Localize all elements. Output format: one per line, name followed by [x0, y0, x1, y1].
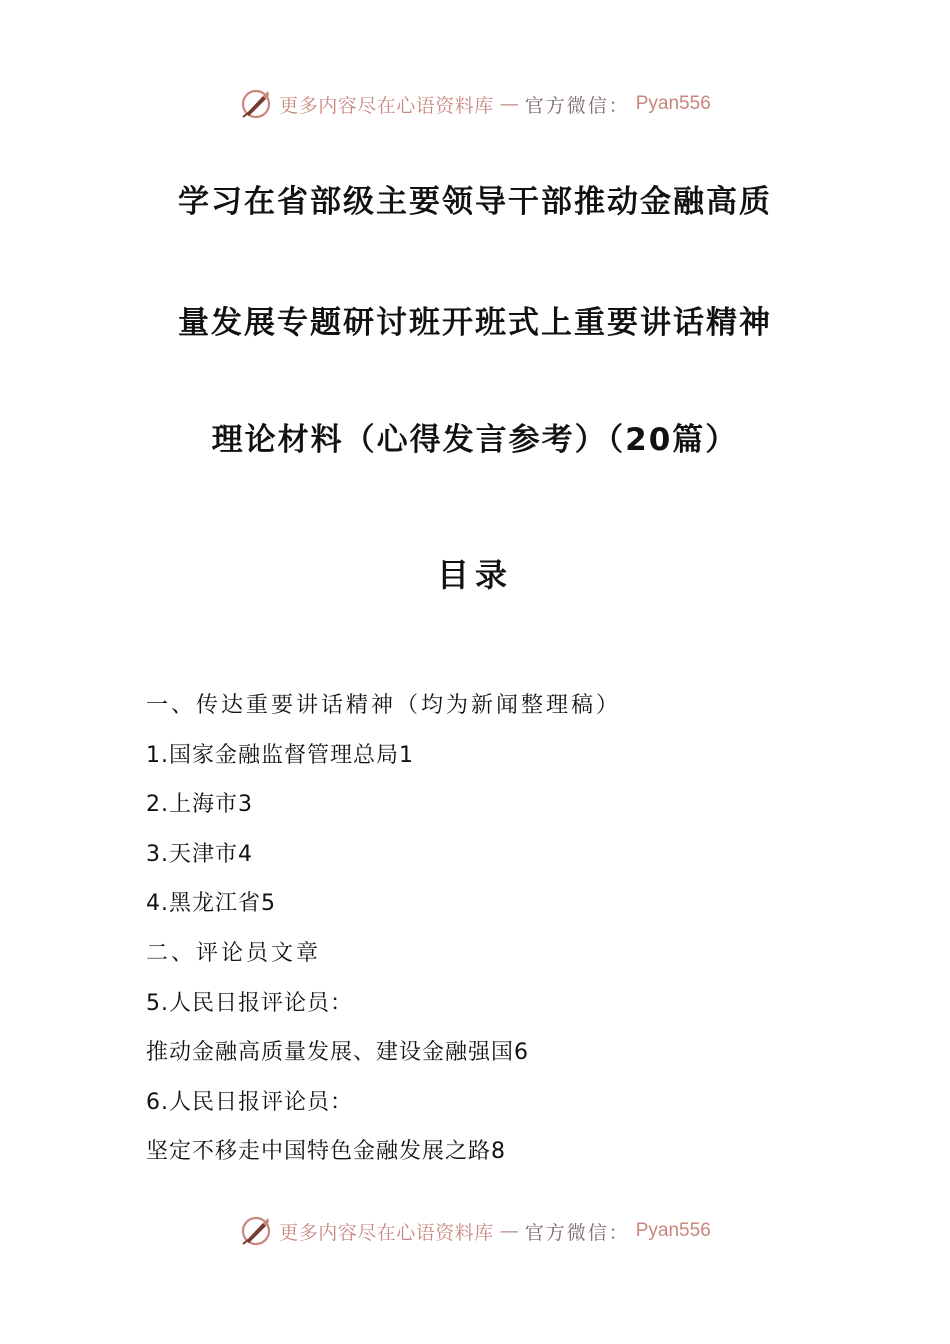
watermark-official-label: 官方微信： [524, 1221, 630, 1244]
watermark-official-label: 官方微信： [524, 94, 630, 117]
quill-pen-logo-icon [239, 87, 273, 121]
toc-entry: 5.人民日报评论员： [146, 990, 353, 1016]
toc-entry: 6.人民日报评论员： [146, 1089, 353, 1115]
watermark-wechat-id: Pyan556 [635, 93, 711, 114]
toc-entry: 4.黑龙江省5 [146, 891, 276, 917]
watermark-site-text: 更多内容尽在心语资料库 [279, 94, 494, 117]
quill-pen-logo-icon [239, 1214, 273, 1248]
toc-section-heading: 二、评论员文章 [146, 940, 322, 966]
document-title-line-3: 理论材料（心得发言参考）（20篇） [211, 422, 739, 458]
watermark-separator: — [499, 1220, 519, 1242]
toc-entry: 坚定不移走中国特色金融发展之路8 [146, 1139, 506, 1165]
watermark-site-text: 更多内容尽在心语资料库 [279, 1221, 494, 1244]
document-title-line-1: 学习在省部级主要领导干部推动金融高质 [178, 184, 772, 220]
table-of-contents [146, 688, 846, 1184]
watermark-wechat-id: Pyan556 [635, 1220, 711, 1241]
toc-section-heading: 一、传达重要讲话精神（均为新闻整理稿） [146, 693, 622, 718]
toc-entry: 3.天津市4 [146, 841, 253, 867]
toc-entry: 推动金融高质量发展、建设金融强国6 [146, 1040, 529, 1066]
toc-entry: 2.上海市3 [146, 792, 253, 818]
document-title-line-2: 量发展专题研讨班开班式上重要讲话精神 [178, 305, 772, 341]
header-watermark [0, 84, 950, 124]
toc-heading: 目录 [436, 556, 513, 594]
footer-watermark [0, 1211, 950, 1251]
toc-entry: 1.国家金融监督管理总局1 [146, 742, 414, 768]
watermark-separator: — [499, 93, 519, 115]
